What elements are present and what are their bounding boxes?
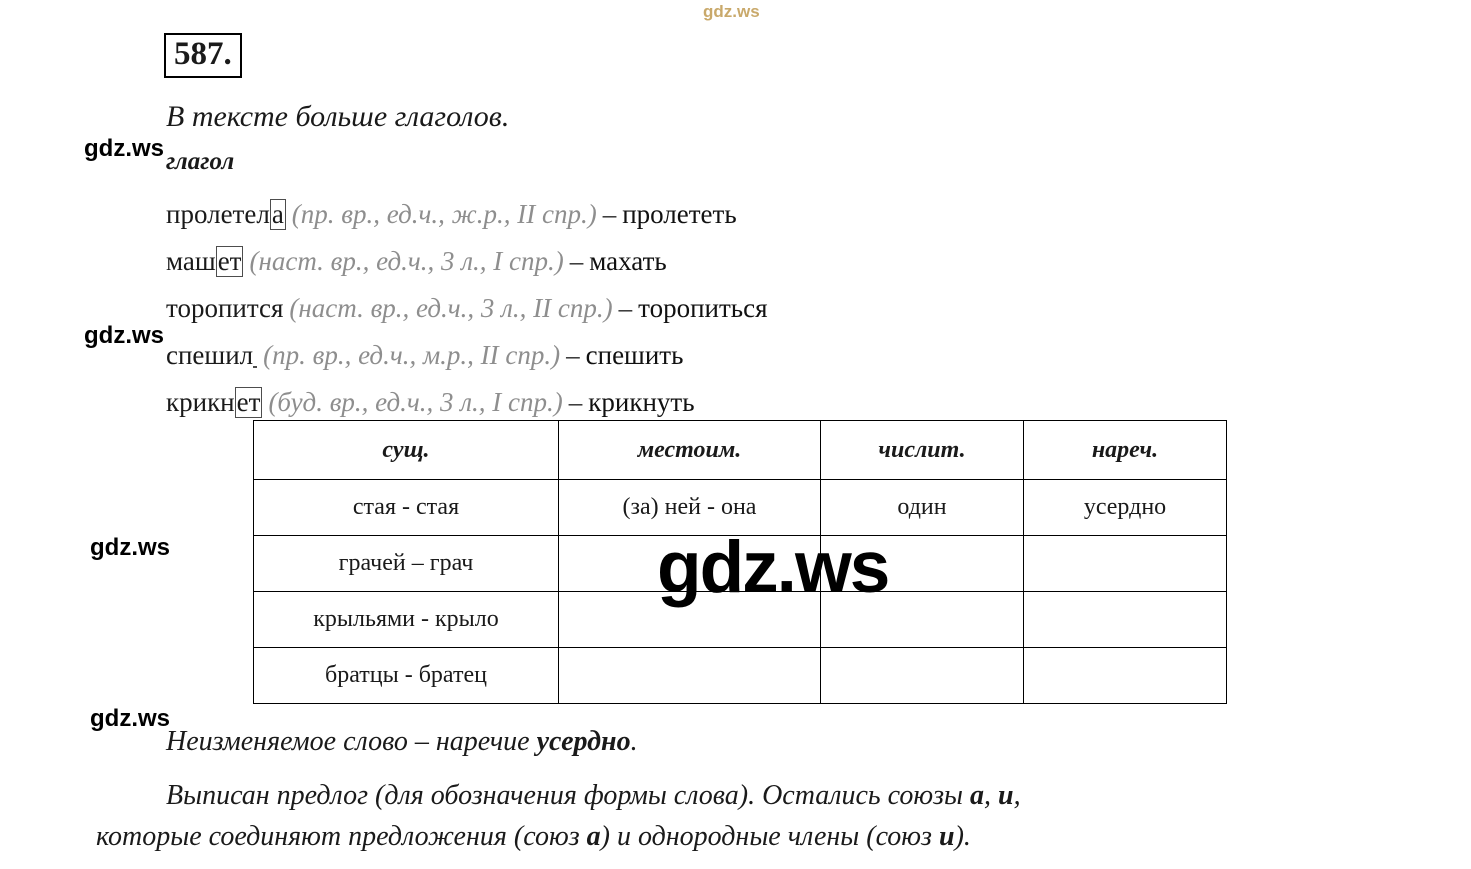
verb-stem: крикн <box>166 387 235 417</box>
watermark-left-1: gdz.ws <box>84 135 165 162</box>
verb-entry <box>166 191 1166 238</box>
verb-dash: – <box>568 387 583 417</box>
table-cell <box>1024 536 1227 592</box>
table-cell: стая - стая <box>254 480 559 536</box>
table-cell: один <box>821 480 1024 536</box>
table-header-adverb: нареч. <box>1024 421 1227 480</box>
table-row <box>254 648 1227 704</box>
paragraph-text: , <box>1013 780 1021 811</box>
verb-ending-box <box>253 366 257 368</box>
conjunction-i: и <box>938 820 955 852</box>
paragraph-text: которые соединяют предложения (союз <box>96 820 587 852</box>
watermark-center: gdz.ws <box>657 527 889 608</box>
paragraph-text: , <box>984 780 999 811</box>
conclusion-line <box>166 726 638 758</box>
table-header-pronoun: местоим. <box>559 421 821 480</box>
verb-grammar: (пр. вр., ед.ч., м.р., II спр.) <box>263 340 561 370</box>
verb-infinitive: пролететь <box>622 199 737 229</box>
verb-stem: торопится <box>166 293 284 323</box>
verb-ending-box: ет <box>236 387 261 417</box>
paragraph-text: ) и однородные члены (союз <box>600 820 939 852</box>
verb-dash: – <box>566 340 580 370</box>
verb-dash: – <box>618 293 633 323</box>
table-cell <box>559 536 821 592</box>
table-header-noun: сущ. <box>254 421 559 480</box>
verb-entry <box>166 379 1166 426</box>
table-cell <box>821 592 1024 648</box>
verb-entry <box>166 238 1166 285</box>
conclusion-prefix: Неизменяемое слово – наречие <box>166 726 537 757</box>
table-cell <box>559 648 821 704</box>
conjunction-i: и <box>998 780 1014 811</box>
verb-grammar: (наст. вр., ед.ч., 3 л., I спр.) <box>249 246 564 276</box>
verb-form <box>166 246 243 276</box>
table-cell: грачей – грач <box>254 536 559 592</box>
table-header-row <box>254 421 1227 480</box>
closing-paragraph <box>96 776 1386 858</box>
verb-infinitive: спешить <box>585 340 684 370</box>
table-cell <box>821 536 1024 592</box>
verb-dash: – <box>569 246 584 276</box>
table-cell: братцы - братец <box>254 648 559 704</box>
conclusion-bold-word: усердно <box>536 726 631 757</box>
paragraph-text: Выписан предлог (для обозначения формы слова). Остались союзы <box>166 780 971 811</box>
verb-dash: – <box>602 199 617 229</box>
verb-grammar: (буд. вр., ед.ч., 3 л., I спр.) <box>268 387 563 417</box>
verb-analysis-list <box>166 191 1166 426</box>
table-cell <box>1024 592 1227 648</box>
watermark-left-2: gdz.ws <box>84 322 165 349</box>
parts-of-speech-table <box>253 420 1227 704</box>
watermark-left-3: gdz.ws <box>90 534 171 561</box>
verb-grammar: (наст. вр., ед.ч., 3 л., II спр.) <box>289 293 613 323</box>
verb-entry <box>166 285 1166 332</box>
verb-form <box>166 340 257 370</box>
table-cell <box>821 648 1024 704</box>
verb-stem: маш <box>166 246 216 276</box>
paragraph-line-1 <box>96 776 1386 817</box>
intro-sentence: В тексте больше глаголов. <box>166 100 510 133</box>
paragraph-text: ). <box>954 820 971 852</box>
verb-form <box>166 293 283 323</box>
verb-infinitive: махать <box>589 246 667 276</box>
conjunction-a: а <box>970 780 985 811</box>
part-of-speech-label-verb: глагол <box>166 148 235 175</box>
table-row <box>254 536 1227 592</box>
conjunction-a: а <box>586 820 601 852</box>
table-cell: усердно <box>1024 480 1227 536</box>
verb-form <box>166 199 286 229</box>
verb-grammar: (пр. вр., ед.ч., ж.р., II спр.) <box>291 199 597 229</box>
conclusion-suffix: . <box>630 726 638 757</box>
verb-ending-box: а <box>271 199 284 229</box>
table-cell: (за) ней - она <box>559 480 821 536</box>
table-cell <box>559 592 821 648</box>
verb-stem: спешил <box>166 340 254 370</box>
watermark-top: gdz.ws <box>703 2 760 21</box>
table-cell: крыльями - крыло <box>254 592 559 648</box>
watermark-left-4: gdz.ws <box>90 705 171 732</box>
verb-form <box>166 387 262 417</box>
table-cell <box>1024 648 1227 704</box>
table-header-numeral: числит. <box>821 421 1024 480</box>
verb-stem: пролетел <box>166 199 270 229</box>
paragraph-line-2 <box>96 817 1386 858</box>
verb-entry <box>166 332 1166 379</box>
table-row <box>254 480 1227 536</box>
task-number: 587. <box>164 33 242 78</box>
verb-ending-box: ет <box>217 246 242 276</box>
table-row <box>254 592 1227 648</box>
verb-infinitive: крикнуть <box>588 387 695 417</box>
verb-infinitive: торопиться <box>638 293 768 323</box>
